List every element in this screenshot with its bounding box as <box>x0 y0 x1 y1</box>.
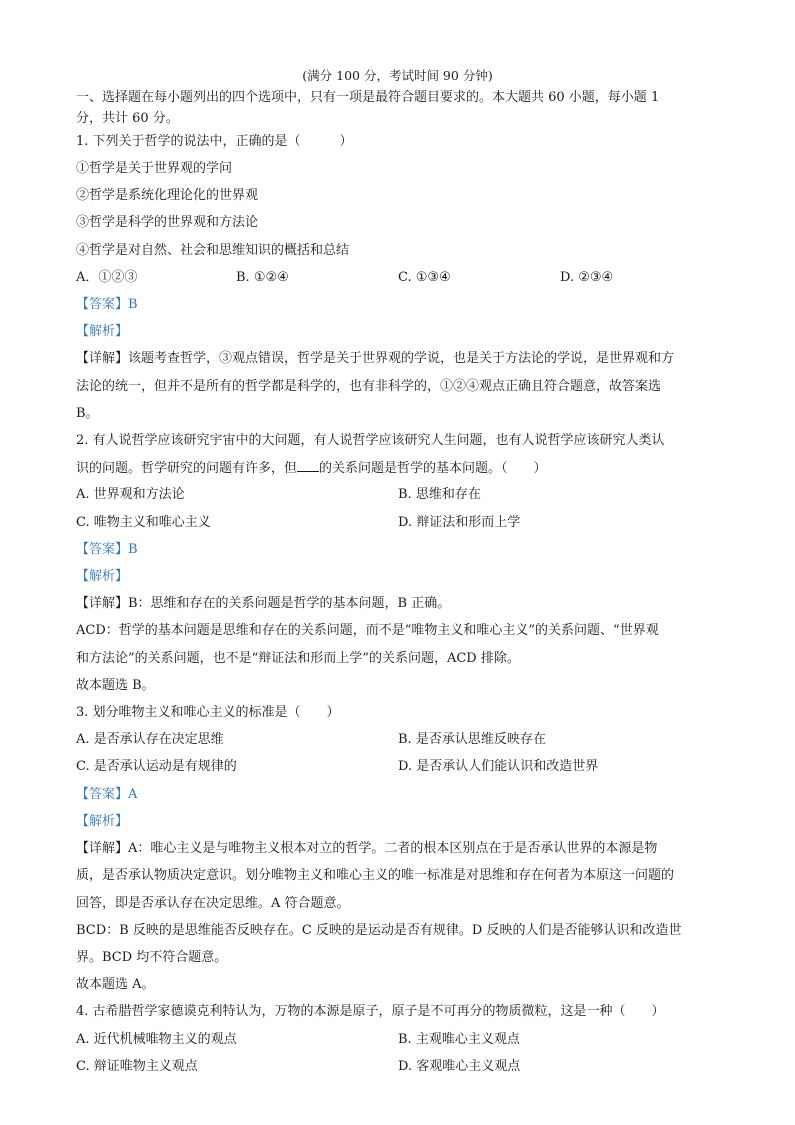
q4-stem: 4. 古希腊哲学家德谟克利特认为，万物的本源是原子，原子是不可再分的物质微粒，这是一种（ ） <box>76 1004 665 1019</box>
q4-option-d: D. 客观唯心主义观点 <box>398 1059 521 1074</box>
q3-answer: 【答案】A <box>76 787 138 802</box>
q1-item-2: ②哲学是系统化理论化的世界观 <box>76 188 259 203</box>
q2-detail-line-2: ACD：哲学的基本问题是思维和存在的关系问题，而不是“唯物主义和唯心主义”的关系问题、“世界观 <box>76 623 659 638</box>
q4-option-b: B. 主观唯心主义观点 <box>398 1032 520 1047</box>
q2-detail-line-1: 【详解】B：思维和存在的关系问题是哲学的基本问题，B 正确。 <box>76 596 451 611</box>
q3-detail-line-6: 故本题选 A。 <box>76 977 155 992</box>
q1-option-a: A．①②③ <box>76 270 138 285</box>
q2-answer: 【答案】B <box>76 542 138 557</box>
q1-option-c: C. ①③④ <box>398 270 451 285</box>
q1-detail-line-3: B。 <box>76 406 99 421</box>
q2-stem-line-1: 2. 有人说哲学应该研究宇宙中的大问题，有人说哲学应该研究人生问题，也有人说哲学应该研究人类认 <box>76 433 665 448</box>
section-instructions-line-1: 一、选择题在每小题列出的四个选项中，只有一项是最符合题目要求的。本大题共 60 小题，每小题 1 <box>76 90 660 105</box>
q2-analysis-label: 【解析】 <box>76 569 129 584</box>
q2-option-b: B. 思维和存在 <box>398 487 481 502</box>
q1-item-4: ④哲学是对自然、社会和思维知识的概括和总结 <box>76 243 350 258</box>
section-instructions-line-2: 分，共计 60 分。 <box>76 111 179 126</box>
q3-detail-line-1: 【详解】A：唯心主义是与唯物主义根本对立的哲学。二者的根本区别点在于是否承认世界的本源是物 <box>76 841 658 856</box>
q3-detail-line-2: 质，是否承认物质决定意识。划分唯物主义和唯心主义的唯一标准是对思维和存在何者为本原这一问题的 <box>76 868 675 883</box>
q2-detail-line-3: 和方法论”的关系问题，也不是“辩证法和形而上学”的关系问题，ACD 排除。 <box>76 651 520 666</box>
q3-option-b: B. 是否承认思维反映存在 <box>398 732 546 747</box>
q2-option-d: D. 辩证法和形而上学 <box>398 515 521 530</box>
q1-stem: 1. 下列关于哲学的说法中，正确的是（ ） <box>76 134 353 149</box>
q1-analysis-label: 【解析】 <box>76 324 129 339</box>
q2-fill-blank <box>297 459 319 472</box>
q3-option-c: C. 是否承认运动是有规律的 <box>76 759 237 774</box>
q2-stem-part-a: 识的问题。哲学研究的问题有许多，但 <box>76 461 298 476</box>
q3-detail-line-4: BCD：B 反映的是思维能否反映存在。C 反映的是运动是否有规律。D 反映的人们是否能够认识和改造世 <box>76 923 682 938</box>
q1-item-3: ③哲学是科学的世界观和方法论 <box>76 215 259 230</box>
q1-detail-line-2: 法论的统一，但并不是所有的哲学都是科学的，也有非科学的，①②④观点正确且符合题意，故答案选 <box>76 379 662 394</box>
q1-item-1: ①哲学是关于世界观的学问 <box>76 161 233 176</box>
q3-option-a: A. 是否承认存在决定思维 <box>76 732 224 747</box>
q3-analysis-label: 【解析】 <box>76 814 129 829</box>
q2-stem-part-b: 的关系问题是哲学的基本问题。（ ） <box>319 461 547 476</box>
q2-option-c: C. 唯物主义和唯心主义 <box>76 515 211 530</box>
q1-detail-line-1: 【详解】该题考查哲学，③观点错误，哲学是关于世界观的学说，也是关于方法论的学说，是世界观和方 <box>76 351 675 366</box>
q4-option-a: A. 近代机械唯物主义的观点 <box>76 1032 237 1047</box>
q1-option-d: D. ②③④ <box>560 270 614 285</box>
q2-stem-line-2 <box>76 459 726 478</box>
q1-answer: 【答案】B <box>76 297 138 312</box>
q3-detail-line-3: 回答，即是否承认存在决定思维。A 符合题意。 <box>76 896 350 911</box>
q4-option-c: C. 辩证唯物主义观点 <box>76 1059 198 1074</box>
q3-detail-line-5: 界。BCD 均不符合题意。 <box>76 950 228 965</box>
q3-stem: 3. 划分唯物主义和唯心主义的标准是（ ） <box>76 705 340 720</box>
q3-option-d: D. 是否承认人们能认识和改造世界 <box>398 759 599 774</box>
q1-option-b: B. ①②④ <box>236 270 289 285</box>
q2-detail-line-4: 故本题选 B。 <box>76 678 155 693</box>
q2-option-a: A. 世界观和方法论 <box>76 487 185 502</box>
exam-subtitle: (满分 100 分，考试时间 90 分钟) <box>302 68 493 83</box>
